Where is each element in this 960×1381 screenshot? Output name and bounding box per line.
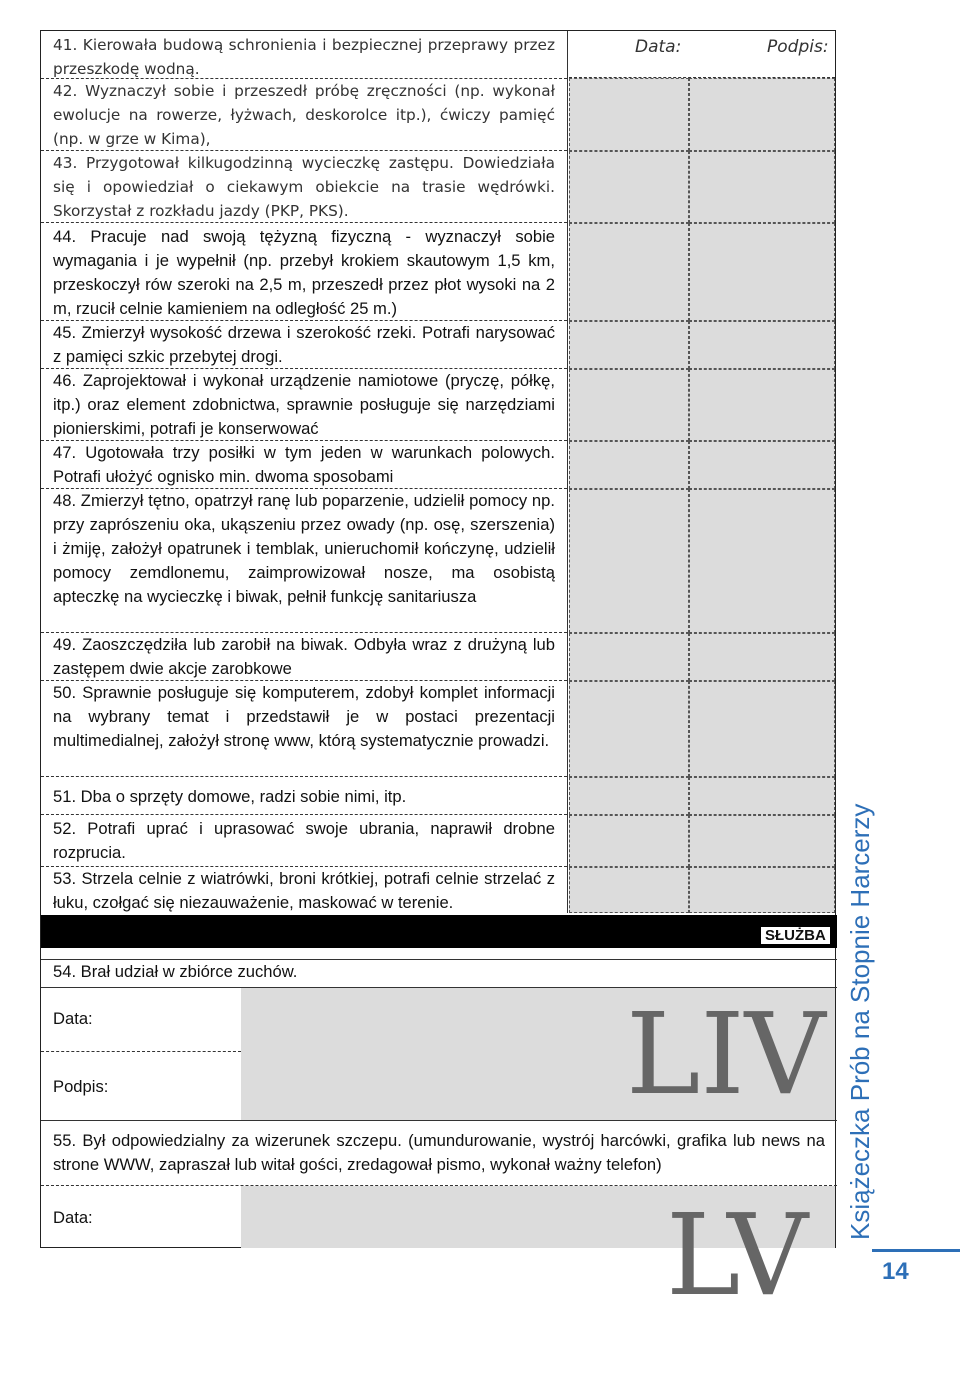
task-row (41, 681, 567, 777)
task-row (41, 785, 567, 815)
sign-cell[interactable] (689, 78, 835, 151)
task-text: 52. Potrafi uprać i uprasować swoje ubrania, naprawił drobne rozprucia. (53, 819, 555, 862)
task-row (41, 441, 567, 489)
task-55-numeral: LV (666, 1191, 808, 1321)
task-row (41, 369, 567, 441)
task-row (41, 321, 567, 369)
divider (41, 1051, 241, 1052)
signature-cell[interactable] (569, 441, 835, 489)
task-text: 48. Zmierzył tętno, opatrzył ranę lub poparzenie, udzielił pomocy np. przy zaprószeniu oka, ukąszeniu przez owady (np. osę, szerszenia) i żmiję, założył opatrunek i temblak, unieruchomił kończynę, udzielił pomocy zemdlonemu, zaimprowizował nosze, ma osobistą apteczkę na wycieczkę i biwak, pełnił funkcję sanitariusza (53, 491, 555, 606)
date-cell[interactable] (569, 815, 689, 867)
task-table (41, 31, 837, 913)
date-cell[interactable] (569, 321, 689, 369)
sign-cell[interactable] (689, 441, 835, 489)
task-row (41, 817, 567, 867)
date-cell[interactable] (569, 681, 689, 777)
task-row (41, 489, 567, 633)
sign-cell[interactable] (689, 489, 835, 633)
sign-cell[interactable] (689, 867, 835, 913)
sign-cell[interactable] (689, 151, 835, 223)
signature-cell[interactable] (569, 369, 835, 441)
task-54-date-label: Data: (53, 1009, 93, 1028)
signature-cell[interactable] (569, 151, 835, 223)
task-row (41, 151, 567, 223)
task-55-signature-row (41, 1186, 835, 1321)
date-cell[interactable] (569, 489, 689, 633)
task-text: 49. Zaoszczędziła lub zarobił na biwak. Odbyła wraz z drużyną lub zastępem dwie akcje zarobkowe (53, 635, 555, 678)
task-text: 46. Zaprojektował i wykonał urządzenie namiotowe (pryczę, półkę, itp.) oraz element zdobnictwa, sprawnie posługuje się narzędziami pionierskimi, potrafi je konserwować (53, 371, 555, 438)
sign-header: Podpis: (767, 37, 829, 57)
date-cell[interactable] (569, 151, 689, 223)
date-cell[interactable] (569, 867, 689, 913)
task-text: 41. Kierowała budową schronienia i bezpiecznej przeprawy przez przeszkodę wodną. (53, 36, 555, 78)
requirements-sheet (40, 30, 836, 1321)
task-row (41, 79, 567, 151)
task-55-text: 55. Był odpowiedzialny za wizerunek szczepu. (umundurowanie, wystrój harcówki, grafika lub news na strone WWW, zapraszał lub witał gości, zredagował pismo, wykonał ważny telefon) (53, 1131, 825, 1174)
signature-header (569, 31, 835, 78)
signature-cell[interactable] (569, 321, 835, 369)
task-row (41, 225, 567, 321)
sign-cell[interactable] (689, 681, 835, 777)
task-row (41, 33, 567, 79)
task-text: 50. Sprawnie posługuje się komputerem, zdobył komplet informacji na wybrany temat i przedstawił je w postaci prezentacji multimedialnej, założył stronę www, którą systematycznie prowadzi. (53, 683, 555, 750)
task-text: 51. Dba o sprzęty domowe, radzi sobie nimi, itp. (53, 787, 407, 806)
column-divider (567, 31, 569, 913)
signature-cell[interactable] (569, 681, 835, 777)
signature-cell[interactable] (569, 78, 835, 151)
task-54-numeral: LIV (626, 990, 826, 1120)
sidebar-rule (872, 1249, 960, 1252)
task-54-sign-label: Podpis: (53, 1077, 109, 1096)
date-header: Data: (635, 37, 682, 57)
task-text: 47. Ugotowała trzy posiłki w tym jeden w warunkach polowych. Potrafi ułożyć ognisko min. dwoma sposobami (53, 443, 555, 486)
task-text: 44. Pracuje nad swoją tężyzną fizyczną - wyznaczył sobie wymagania i je wypełnił (np. przebył krokiem skautowym 1,5 km, przeskoczył rów szeroki na 2,5 m, przeszedł przez płot wysoki na 2 m, rzucił celnie kamieniem na odległość 25 m.) (53, 227, 555, 318)
signature-cell[interactable] (569, 489, 835, 633)
task-text: 43. Przygotował kilkugodzinną wycieczkę zastępu. Dowiedziała się i opowiedział o ciekawym obiekcie na trasie wędrówki. Skorzystał z rozkładu jazdy (PKP, PKS). (53, 154, 555, 220)
sign-cell[interactable] (689, 633, 835, 681)
date-cell[interactable] (569, 441, 689, 489)
divider (41, 1120, 837, 1121)
task-row (41, 633, 567, 681)
task-55-date-label: Data: (53, 1208, 93, 1227)
booklet-title: Książeczka Prób na Stopnie Harcerzy (845, 803, 875, 1240)
sign-cell[interactable] (689, 815, 835, 867)
task-row (41, 867, 567, 913)
task-text: 53. Strzela celnie z wiatrówki, broni krótkiej, potrafi celnie strzelać z łuku, czołgać się niezauważenie, maskować w terenie. (53, 869, 555, 912)
task-text: 45. Zmierzył wysokość drzewa i szerokość rzeki. Potrafi narysować z pamięci szkic przebytej drogi. (53, 323, 555, 366)
sign-cell[interactable] (689, 223, 835, 321)
date-cell[interactable] (569, 633, 689, 681)
date-cell[interactable] (569, 223, 689, 321)
section-bar (41, 915, 837, 948)
sign-cell[interactable] (689, 369, 835, 441)
section-title: SŁUŻBA (761, 927, 830, 944)
signature-cell[interactable] (569, 867, 835, 913)
task-54-text: 54. Brał udział w zbiórce zuchów. (53, 962, 298, 981)
signature-cell[interactable] (569, 815, 835, 867)
sign-cell[interactable] (689, 321, 835, 369)
signature-cell[interactable] (569, 777, 835, 815)
signature-cell[interactable] (569, 223, 835, 321)
date-cell[interactable] (569, 78, 689, 151)
date-cell[interactable] (569, 777, 689, 815)
page-number: 14 (882, 1258, 909, 1285)
date-cell[interactable] (569, 369, 689, 441)
signature-cell[interactable] (569, 633, 835, 681)
task-text: 42. Wyznaczył sobie i przeszedł próbę zręczności (np. wykonał ewolucje na rowerze, łyżwach, deskorolce itp.), ćwiczy pamięć (np. w grze w Kima), (53, 82, 555, 148)
sign-cell[interactable] (689, 777, 835, 815)
